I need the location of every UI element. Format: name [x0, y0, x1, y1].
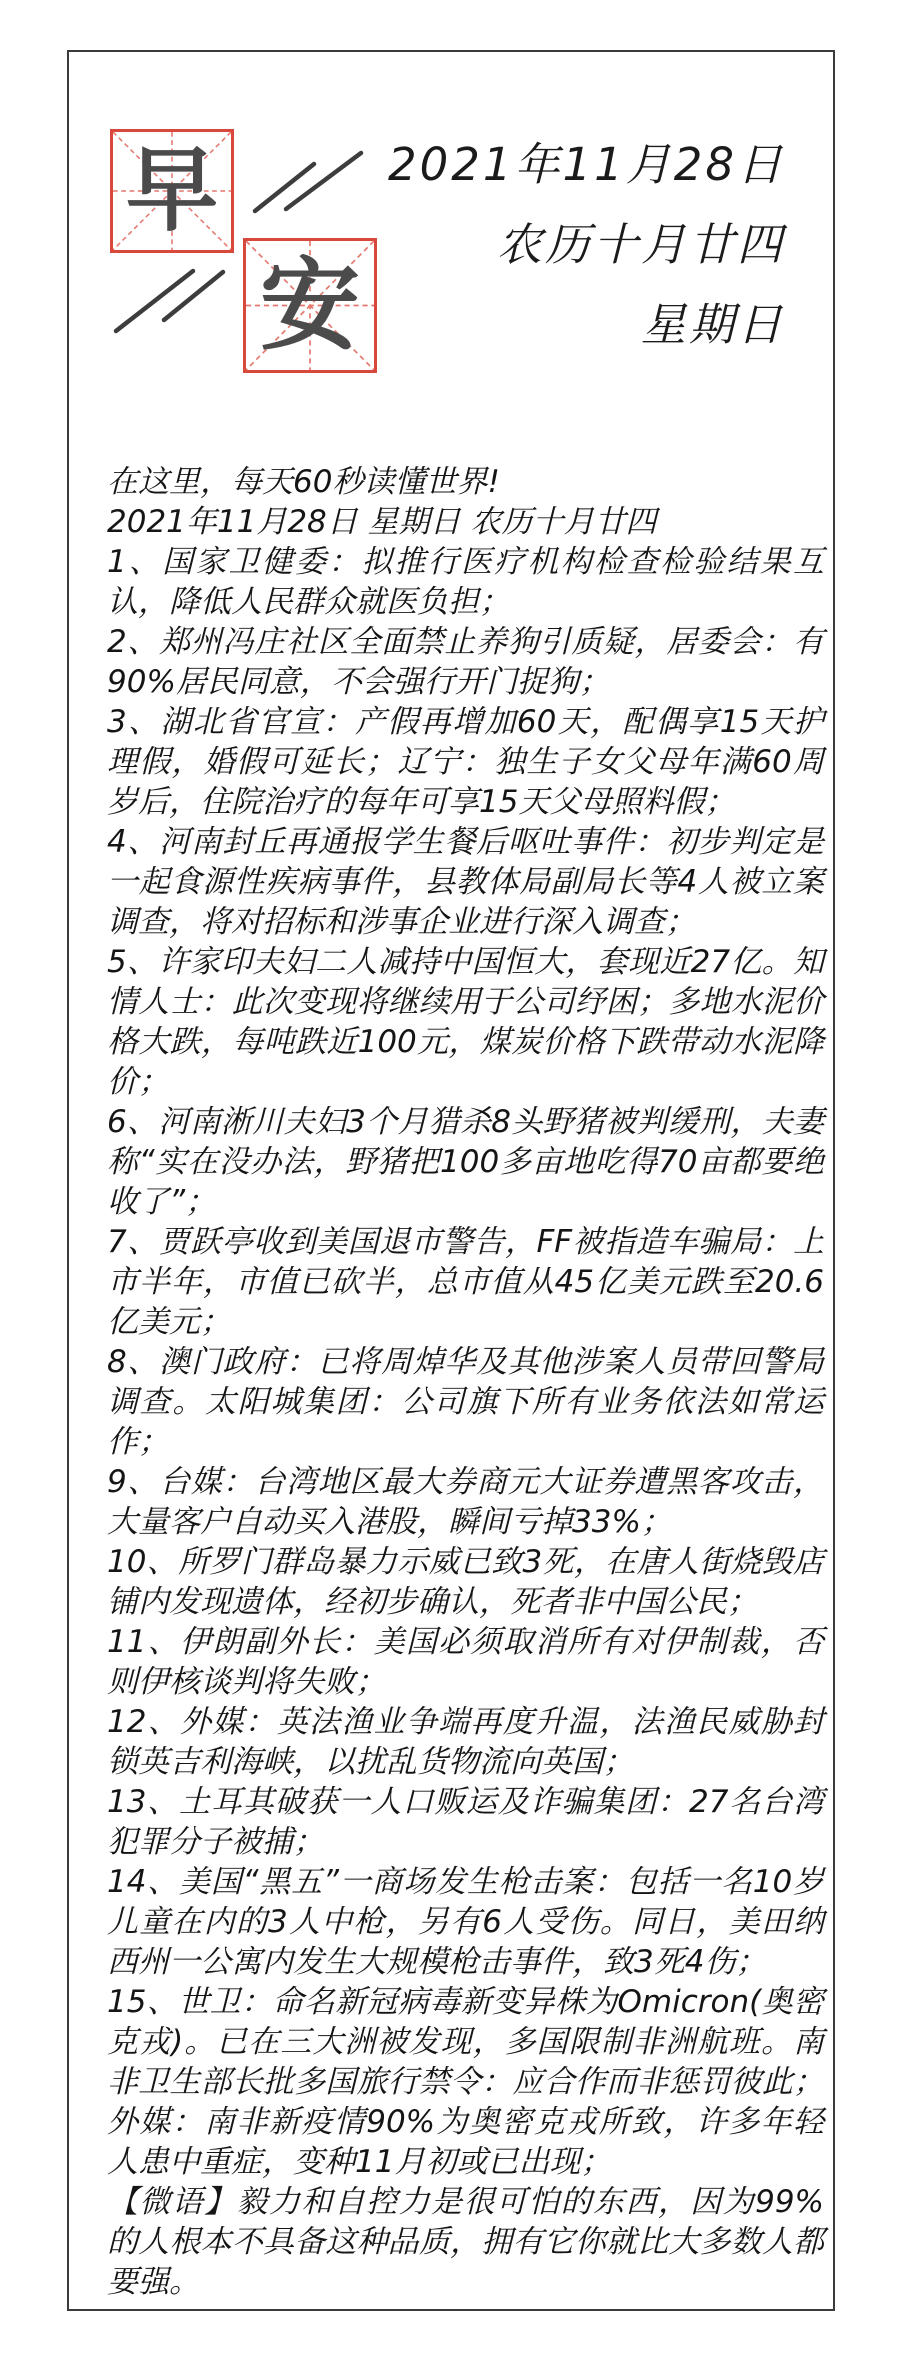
date-block [388, 125, 785, 365]
news-item: 9、台媒：台湾地区最大券商元大证券遭黑客攻击，大量客户自动买入港股，瞬间亏掉33%； [107, 1464, 824, 1540]
news-item: 1、国家卫健委：拟推行医疗机构检查检验结果互认，降低人民群众就医负担； [107, 544, 824, 620]
page-frame [67, 50, 835, 2311]
news-item: 10、所罗门群岛暴力示威已致3死，在唐人街烧毁店铺内发现遗体，经初步确认，死者非中国公民； [107, 1544, 824, 1620]
logo-char-zao: 早 [125, 137, 218, 244]
news-list [107, 542, 824, 2182]
news-item: 3、湖北省官宣：产假再增加60天，配偶享15天护理假，婚假可延长；辽宁：独生子女父母年满60周岁后，住院治疗的每年可享15天父母照料假； [107, 704, 824, 820]
news-item: 11、伊朗副外长：美国必须取消所有对伊制裁，否则伊核谈判将失败； [107, 1624, 824, 1700]
weiyu-quote: 【微语】毅力和自控力是很可怕的东西，因为99%的人根本不具备这种品质，拥有它你就比大多数人都要强。 [107, 2184, 824, 2300]
logo-char-an: 安 [260, 246, 360, 364]
news-item: 7、贾跃亭收到美国退市警告，FF被指造车骗局：上市半年，市值已砍半，总市值从45亿美元跌至20.6亿美元； [107, 1224, 824, 1340]
date-line-gregorian: 2021年11月28日 [387, 138, 785, 191]
news-item: 15、世卫：命名新冠病毒新变异株为Omicron(奥密克戎)。已在三大洲被发现，多国限制非洲航班。南非卫生部长批多国旅行禁令：应合作而非惩罚彼此；外媒：南非新疫情90%为奥密克戎所致，许多年轻人患中重症，变种11月初或已出现； [107, 1984, 824, 2180]
news-item: 2、郑州冯庄社区全面禁止养狗引质疑，居委会：有90%居民同意，不会强行开门捉狗； [107, 624, 824, 700]
calligraphy-box-zao [110, 129, 234, 253]
calligraphy-box-an [243, 238, 377, 373]
news-body [107, 462, 824, 2302]
news-item: 12、外媒：英法渔业争端再度升温，法渔民威胁封锁英吉利海峡，以扰乱货物流向英国； [107, 1704, 824, 1780]
news-item: 4、河南封丘再通报学生餐后呕吐事件：初步判定是一起食源性疾病事件，县教体局副局长等4人被立案调查，将对招标和涉事企业进行深入调查； [107, 824, 824, 940]
date-line-lunar: 农历十月廿四 [496, 218, 785, 271]
date-line-weekday: 星期日 [640, 298, 785, 351]
news-item: 8、澳门政府：已将周焯华及其他涉案人员带回警局调查。太阳城集团：公司旗下所有业务依法如常运作； [107, 1344, 824, 1460]
news-item: 6、河南淅川夫妇3个月猎杀8头野猪被判缓刑，夫妻称“实在没办法，野猪把100多亩地吃得70亩都要绝收了”； [107, 1104, 824, 1220]
body-date-line: 2021年11月28日 星期日 农历十月廿四 [107, 504, 657, 540]
intro-line: 在这里，每天60秒读懂世界! [107, 464, 500, 500]
news-item: 13、土耳其破获一人口贩运及诈骗集团：27名台湾犯罪分子被捕； [107, 1784, 824, 1860]
news-item: 5、许家印夫妇二人减持中国恒大，套现近27亿。知情人士：此次变现将继续用于公司纾困；多地水泥价格大跌，每吨跌近100元，煤炭价格下跌带动水泥降价； [107, 944, 824, 1100]
news-item: 14、美国“黑五”一商场发生枪击案：包括一名10岁儿童在内的3人中枪，另有6人受伤。同日，美田纳西州一公寓内发生大规模枪击事件，致3死4伤； [107, 1864, 824, 1980]
